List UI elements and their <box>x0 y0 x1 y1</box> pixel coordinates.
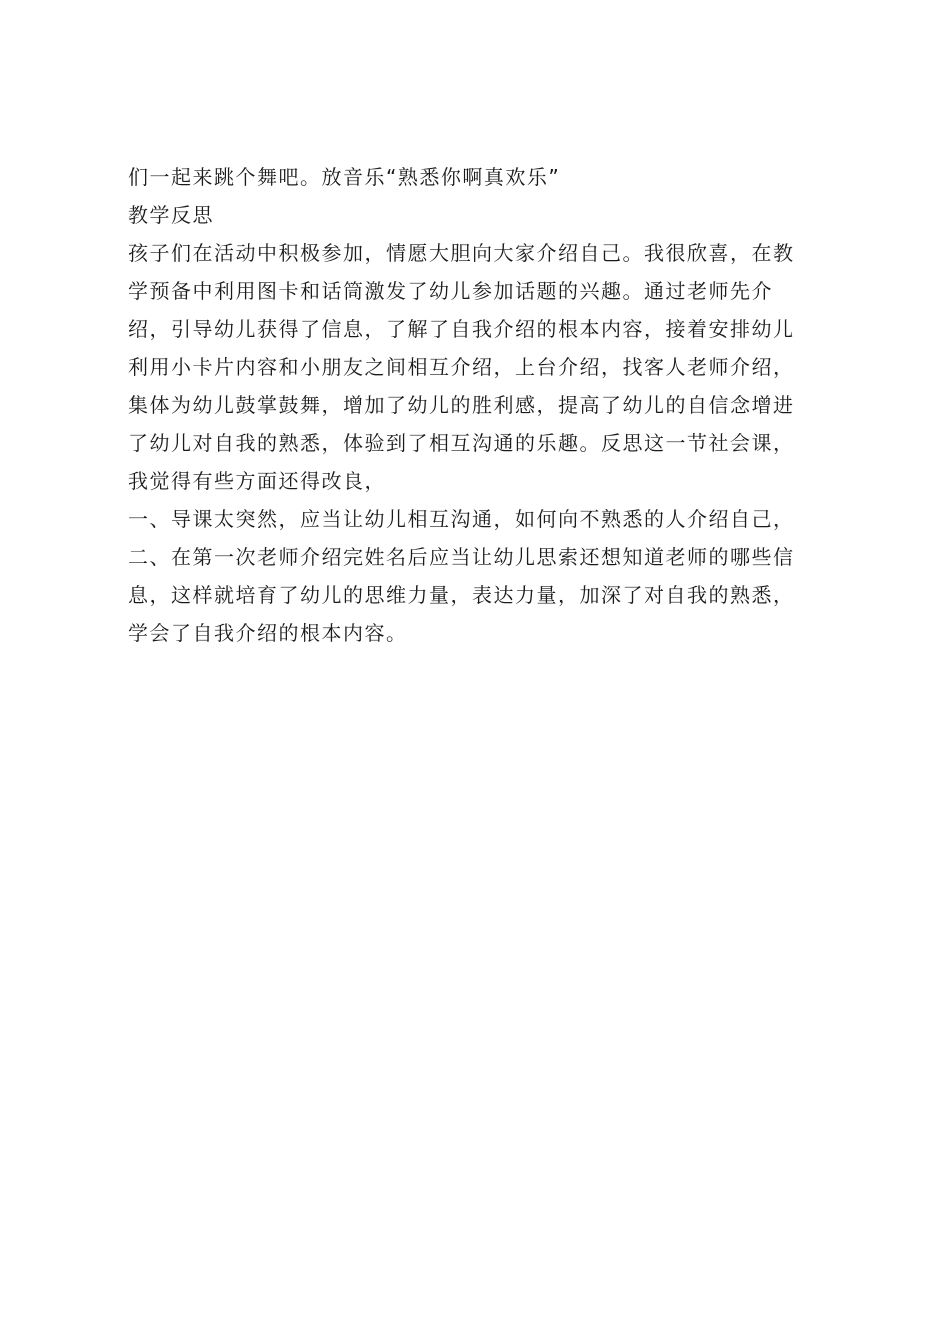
list-item: 一、导课太突然，应当让幼儿相互沟通，如何向不熟悉的人介绍自己， <box>128 507 795 531</box>
text-line: 学会了自我介绍的根本内容。 <box>128 621 408 645</box>
text-line: 了幼儿对自我的熟悉，体验到了相互沟通的乐趣。反思这一节社会课， <box>128 431 795 455</box>
document-body <box>128 158 833 652</box>
list-item: 二、在第一次老师介绍完姓名后应当让幼儿思索还想知道老师的哪些信 <box>128 545 795 569</box>
text-line: 孩子们在活动中积极参加，情愿大胆向大家介绍自己。我很欣喜，在教 <box>128 241 795 265</box>
text-line: 绍，引导幼儿获得了信息，了解了自我介绍的根本内容，接着安排幼儿 <box>128 317 795 341</box>
text-line: 集体为幼儿鼓掌鼓舞，增加了幼儿的胜利感，提高了幼儿的自信念增进 <box>128 393 795 417</box>
text-line: 利用小卡片内容和小朋友之间相互介绍，上台介绍，找客人老师介绍， <box>128 355 795 379</box>
text-line: 息，这样就培育了幼儿的思维力量，表达力量，加深了对自我的熟悉， <box>128 583 795 607</box>
text-line: 我觉得有些方面还得改良， <box>128 469 386 493</box>
text-line: 学预备中利用图卡和话筒激发了幼儿参加话题的兴趣。通过老师先介 <box>128 279 773 303</box>
section-heading: 教学反思 <box>128 203 214 227</box>
text-line: 们一起来跳个舞吧。放音乐“熟悉你啊真欢乐” <box>128 165 561 189</box>
